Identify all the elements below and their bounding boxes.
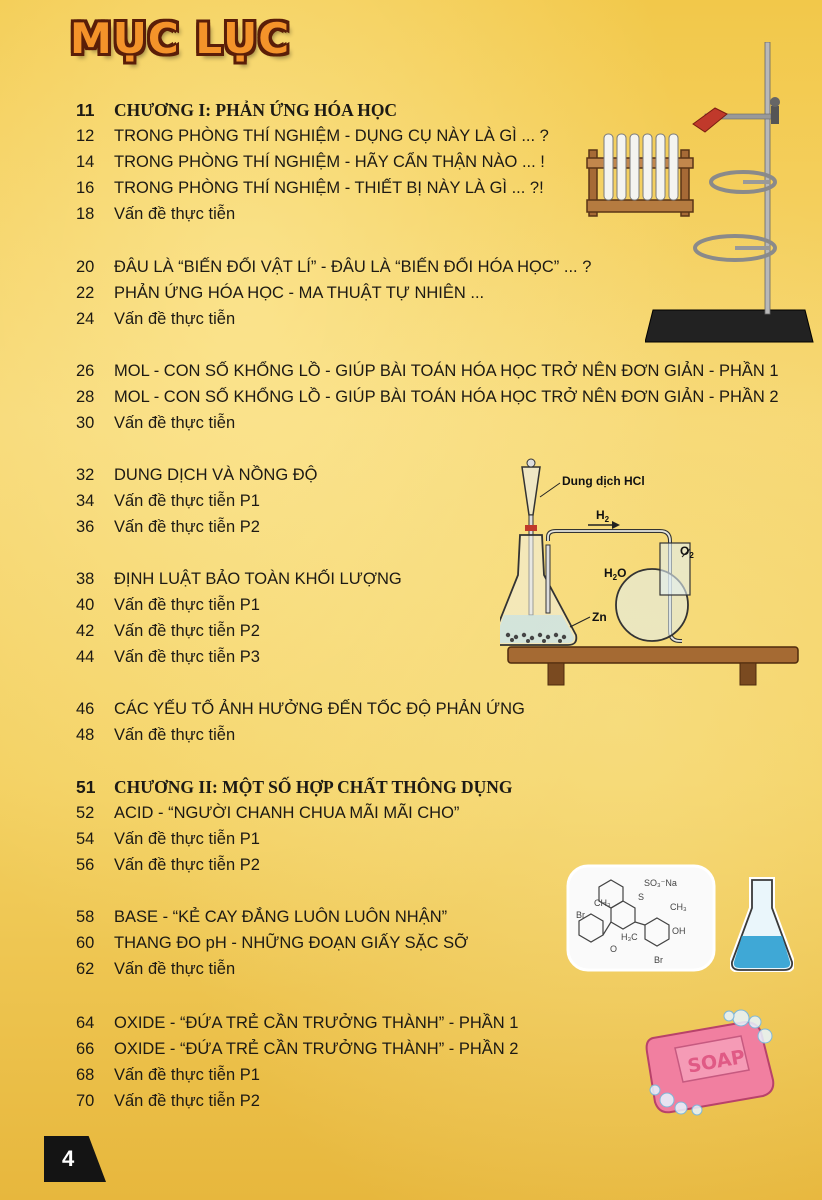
- methyl-label: CH₃: [670, 902, 687, 912]
- o2-label: O: [680, 544, 690, 558]
- toc-title: DUNG DỊCH VÀ NỒNG ĐỘ: [114, 466, 318, 484]
- toc-page-number: 42: [76, 622, 95, 640]
- toc-title: Vấn đề thực tiễn P2: [114, 1092, 260, 1110]
- zn-label: Zn: [592, 610, 607, 624]
- toc-title: Vấn đề thực tiễn P1: [114, 492, 260, 510]
- toc-page-number: 70: [76, 1092, 95, 1110]
- toc-page-number: 68: [76, 1066, 95, 1084]
- toc-title: Vấn đề thực tiễn P1: [114, 1066, 260, 1084]
- toc-page-number: 34: [76, 492, 95, 510]
- soap-bar-illustration: [645, 1008, 780, 1120]
- toc-title: OXIDE - “ĐỨA TRẺ CẦN TRƯỞNG THÀNH” - PHẦN 1: [114, 1014, 519, 1032]
- toc-page-number: 60: [76, 934, 95, 952]
- toc-title: Vấn đề thực tiễn: [114, 960, 236, 978]
- toc-title: CÁC YẾU TỐ ẢNH HƯỞNG ĐẾN TỐC ĐỘ PHẢN ỨNG: [114, 700, 525, 718]
- toc-title: PHẢN ỨNG HÓA HỌC - MA THUẬT TỰ NHIÊN ...: [114, 284, 485, 302]
- oxygen-label: O: [610, 944, 618, 954]
- svg-text:H2O: [604, 566, 626, 582]
- page-number-box: [44, 1136, 106, 1182]
- hcl-label: Dung dịch HCl: [562, 474, 645, 488]
- toc-page-number: 30: [76, 414, 95, 432]
- toc-title: MOL - CON SỐ KHỔNG LỒ - GIÚP BÀI TOÁN HÓA HỌC TRỞ NÊN ĐƠN GIẢN - PHẦN 1: [114, 362, 779, 380]
- h2-label: H: [596, 508, 605, 522]
- page-number: 4: [62, 1146, 75, 1171]
- h2o-subscript: 2: [612, 573, 618, 582]
- methyl-label: CH₃: [594, 898, 611, 908]
- toc-page-number: 16: [76, 179, 95, 197]
- toc-page-number: 12: [76, 127, 95, 145]
- toc-title: Vấn đề thực tiễn: [114, 310, 236, 328]
- toc-page-number: 22: [76, 284, 95, 302]
- toc-title: Vấn đề thực tiễn P2: [114, 856, 260, 874]
- soap-label: SOAP: [685, 1045, 747, 1078]
- toc-title: CHƯƠNG I: PHẢN ỨNG HÓA HỌC: [114, 100, 398, 120]
- toc-title: BASE - “KẺ CAY ĐẮNG LUÔN LUÔN NHẬN”: [114, 908, 448, 926]
- toc-title: MOL - CON SỐ KHỔNG LỒ - GIÚP BÀI TOÁN HÓA HỌC TRỞ NÊN ĐƠN GIẢN - PHẦN 2: [114, 388, 779, 406]
- retort-stand-illustration: [645, 42, 815, 352]
- toc-title: Vấn đề thực tiễn P1: [114, 596, 260, 614]
- toc-title: TRONG PHÒNG THÍ NGHIỆM - THIẾT BỊ NÀY LÀ GÌ ... ?!: [114, 179, 544, 197]
- toc-page-number: 62: [76, 960, 95, 978]
- toc-title: Vấn đề thực tiễn P2: [114, 622, 260, 640]
- toc-title: TRONG PHÒNG THÍ NGHIỆM - HÃY CẨN THẬN NÀO ... !: [114, 153, 545, 171]
- toc-page-number: 52: [76, 804, 95, 822]
- toc-title: Vấn đề thực tiễn: [114, 726, 236, 744]
- methyl-label: H₃C: [621, 932, 638, 942]
- br-label: Br: [576, 910, 585, 920]
- toc-page-number: 56: [76, 856, 95, 874]
- toc-page-number: 36: [76, 518, 95, 536]
- toc-page-number: 58: [76, 908, 95, 926]
- toc-page-number: 38: [76, 570, 95, 588]
- toc-page-number: 64: [76, 1014, 95, 1032]
- page-title: MỤC LỤC: [70, 14, 291, 63]
- toc-page-number: 46: [76, 700, 95, 718]
- toc-title: CHƯƠNG II: MỘT SỐ HỢP CHẤT THÔNG DỤNG: [114, 777, 513, 797]
- toc-page-number: 44: [76, 648, 95, 666]
- toc-title: Vấn đề thực tiễn: [114, 205, 236, 223]
- o2-subscript: 2: [689, 551, 694, 560]
- toc-title: Vấn đề thực tiễn P3: [114, 648, 260, 666]
- sulfonate-label: SO₃⁻Na: [644, 878, 677, 888]
- h2o-label: H: [604, 566, 613, 580]
- toc-page-number: 51: [76, 777, 96, 797]
- toc-page-number: 28: [76, 388, 95, 406]
- toc-page-number: 18: [76, 205, 95, 223]
- molecule-structure-illustration: [566, 862, 716, 974]
- toc-page-number: 66: [76, 1040, 95, 1058]
- toc-title: ĐỊNH LUẬT BẢO TOÀN KHỐI LƯỢNG: [114, 570, 402, 588]
- toc-title: ĐÂU LÀ “BIẾN ĐỔI VẬT LÍ” - ĐÂU LÀ “BIẾN ĐỔI HÓA HỌC” ... ?: [114, 258, 592, 276]
- toc-title: TRONG PHÒNG THÍ NGHIỆM - DỤNG CỤ NÀY LÀ GÌ ... ?: [114, 127, 549, 145]
- toc-page-number: 40: [76, 596, 95, 614]
- toc-page-number: 24: [76, 310, 95, 328]
- toc-title: Vấn đề thực tiễn: [114, 414, 236, 432]
- toc-title: Vấn đề thực tiễn P1: [114, 830, 260, 848]
- toc-title: OXIDE - “ĐỨA TRẺ CẦN TRƯỞNG THÀNH” - PHẦN 2: [114, 1040, 519, 1058]
- toc-page-number: 48: [76, 726, 95, 744]
- hydrogen-apparatus-diagram: [500, 455, 822, 695]
- erlenmeyer-flask-illustration: [730, 876, 794, 972]
- toc-title: THANG ĐO pH - NHỮNG ĐOẠN GIẤY SẶC SỠ: [114, 934, 469, 952]
- br-label: Br: [654, 955, 663, 965]
- toc-page-number: 54: [76, 830, 95, 848]
- toc-page-number: 26: [76, 362, 95, 380]
- h2o-oxygen: O: [617, 566, 627, 580]
- toc-page-number: 20: [76, 258, 95, 276]
- toc-page-number: 11: [76, 100, 95, 120]
- svg-text:H2: [596, 508, 610, 524]
- sulfur-label: S: [638, 892, 645, 902]
- toc-page-number: 14: [76, 153, 95, 171]
- h2-subscript: 2: [604, 515, 610, 524]
- toc-title: ACID - “NGƯỜI CHANH CHUA MÃI MÃI CHO”: [114, 804, 460, 822]
- toc-title: Vấn đề thực tiễn P2: [114, 518, 260, 536]
- toc-page-number: 32: [76, 466, 95, 484]
- hydroxyl-label: OH: [672, 926, 686, 936]
- svg-text:O2: [680, 544, 694, 560]
